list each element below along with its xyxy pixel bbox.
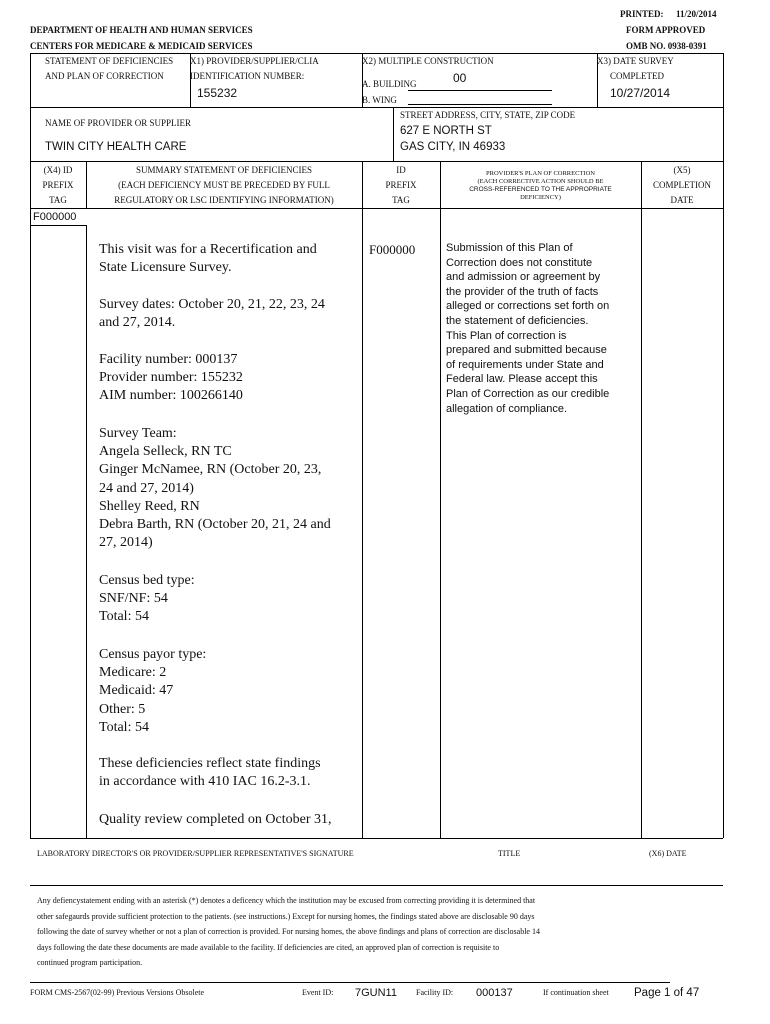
- facility-id-value: 000137: [476, 987, 513, 999]
- summary-para-3: Facility number: 000137 Provider number: 155232 AIM number: 100266140: [99, 352, 243, 404]
- rule: [393, 107, 394, 161]
- page-number: Page 1 of 47: [634, 987, 700, 999]
- form-number: FORM CMS-2567(02-99) Previous Versions Obsolete: [30, 988, 205, 997]
- date-header: DATE: [670, 195, 694, 205]
- rule: [723, 208, 724, 838]
- event-id-label: Event ID:: [302, 988, 334, 997]
- summary-header-2: (EACH DEFICIENCY MUST BE PRECEDED BY FULL: [118, 180, 330, 190]
- building-value: 00: [453, 71, 467, 85]
- poc-header-1: PROVIDER'S PLAN OF CORRECTION: [486, 170, 595, 177]
- rule: [30, 208, 723, 209]
- rule: [30, 107, 723, 108]
- id-tag-header: TAG: [392, 195, 410, 205]
- x2-label: X2) MULTIPLE CONSTRUCTION: [362, 56, 494, 66]
- omb-number: OMB NO. 0938-0391: [626, 41, 707, 51]
- completion-header: COMPLETION: [653, 180, 711, 190]
- poc-header: [440, 170, 641, 202]
- address-line1: 627 E NORTH ST: [400, 125, 492, 137]
- disclaimer-line: following the date of survey whether or not a plan of correction is provided. For nursing homes, the above findings and plans of correction are disclosable 14: [37, 927, 540, 936]
- rule: [30, 885, 723, 886]
- id-header: ID: [396, 165, 406, 175]
- plan-label: AND PLAN OF CORRECTION: [45, 71, 164, 81]
- printed-date: 11/20/2014: [676, 9, 717, 19]
- x6-date-label: (X6) DATE: [649, 849, 687, 858]
- provider-number-value: 155232: [197, 86, 238, 100]
- summary-para-4: Survey Team: Angela Selleck, RN TC Ginger McNamee, RN (October 20, 23, 24 and 27, 2014) Shelley Reed, RN Debra Barth, RN (October 20, 21, 24 and 27, 2014): [99, 426, 331, 551]
- disclaimer-line: other safegaurds provide sufficient protection to the patients. (see instructions.) Except for nursing homes, the findings stated above are disclosable 90 days: [37, 911, 535, 921]
- x4-id-header: (X4) ID: [43, 165, 73, 175]
- x1-sublabel: IDENTIFICATION NUMBER:: [190, 71, 305, 81]
- rule: [641, 208, 642, 838]
- x1-label: X1) PROVIDER/SUPPLIER/CLIA: [190, 56, 319, 66]
- rule: [30, 208, 31, 838]
- summary-para-2: Survey dates: October 20, 21, 22, 23, 24 and 27, 2014.: [99, 297, 325, 331]
- id-prefix-header: PREFIX: [385, 180, 417, 190]
- building-label: A. BUILDING: [362, 79, 417, 89]
- x5-header: (X5): [673, 165, 691, 175]
- disclaimer-line: Any defiencystatement ending with an asterisk (*) denotes a deficency which the institution may be excused from correcting providing it is determined that: [37, 896, 536, 905]
- rule: [362, 208, 363, 838]
- rule: [723, 53, 724, 107]
- summary-para-5: Census bed type: SNF/NF: 54 Total: 54: [99, 573, 195, 625]
- disclaimer-line: continued program participation.: [37, 958, 143, 967]
- disclaimer: [37, 893, 540, 971]
- rule: [30, 107, 31, 161]
- summary-header-1: SUMMARY STATEMENT OF DEFICIENCIES: [135, 165, 313, 175]
- rule: [440, 208, 441, 838]
- center-title: CENTERS FOR MEDICARE & MEDICAID SERVICES: [30, 41, 253, 51]
- rule: [30, 838, 723, 839]
- x3-label: X3) DATE SURVEY: [597, 56, 674, 66]
- rule: [86, 225, 87, 838]
- rule: [30, 53, 723, 54]
- left-tag: F000000: [33, 211, 77, 223]
- poc-header-3: CROSS-REFERENCED TO THE APPROPRIATE: [469, 186, 612, 193]
- form-approved: FORM APPROVED: [626, 25, 706, 35]
- rule: [723, 161, 724, 208]
- summary-para-6: Census payor type: Medicare: 2 Medicaid: 47 Other: 5 Total: 54: [99, 647, 207, 735]
- facility-id-label: Facility ID:: [416, 988, 454, 997]
- provider-name-label: NAME OF PROVIDER OR SUPPLIER: [45, 118, 192, 128]
- disclaimer-line: days following the date these documents are made available to the facility. If deficiencies are cited, an approved plan of correction is requisite to: [37, 942, 500, 952]
- summary-para-1: This visit was for a Recertification and State Licensure Survey.: [99, 242, 317, 276]
- title-label: TITLE: [498, 849, 521, 858]
- poc-header-4: DEFICIENCY): [520, 194, 561, 201]
- rule: [723, 107, 724, 161]
- x4-tag-header: TAG: [49, 195, 67, 205]
- agency-title: DEPARTMENT OF HEALTH AND HUMAN SERVICES: [30, 25, 253, 35]
- rule: [30, 53, 31, 107]
- x4-prefix-header: PREFIX: [42, 180, 74, 190]
- printed-label: PRINTED:: [620, 9, 664, 19]
- building-underline: [408, 90, 552, 91]
- plan-of-correction: Submission of this Plan of Correction does not constitute and admission or agreement by the provider of the truth of facts alleged or corrections set forth on the statement of deficiencies. This Plan of correction is prepared and submitted because of requirements under State and Federal law. Please accept this Plan of Correction as our credible allegation of compliance.: [446, 242, 610, 415]
- signature-label: LABORATORY DIRECTOR'S OR PROVIDER/SUPPLIER REPRESENTATIVE'S SIGNATURE: [37, 849, 354, 858]
- continuation-label: If continuation sheet: [543, 988, 609, 997]
- event-id-value: 7GUN11: [355, 987, 397, 999]
- address-label: STREET ADDRESS, CITY, STATE, ZIP CODE: [400, 110, 576, 120]
- rule: [30, 161, 723, 162]
- survey-date-value: 10/27/2014: [610, 86, 671, 100]
- x3-sublabel: COMPLETED: [610, 71, 664, 81]
- provider-name-value: TWIN CITY HEALTH CARE: [45, 141, 187, 153]
- summary-header-3: REGULATORY OR LSC IDENTIFYING INFORMATION): [114, 195, 334, 205]
- statement-label: STATEMENT OF DEFICIENCIES: [45, 56, 174, 66]
- wing-underline: [408, 104, 552, 105]
- right-tag: F000000: [369, 242, 416, 257]
- address-line2: GAS CITY, IN 46933: [400, 141, 506, 153]
- poc-header-2: (EACH CORRECTIVE ACTION SHOULD BE: [477, 178, 604, 185]
- summary-para-7: These deficiencies reflect state findings in accordance with 410 IAC 16.2-3.1.: [99, 756, 321, 790]
- wing-label: B. WING: [362, 95, 397, 105]
- summary-para-8: Quality review completed on October 31,: [99, 812, 332, 827]
- tag-row-rule: [30, 225, 86, 226]
- rule: [30, 982, 670, 983]
